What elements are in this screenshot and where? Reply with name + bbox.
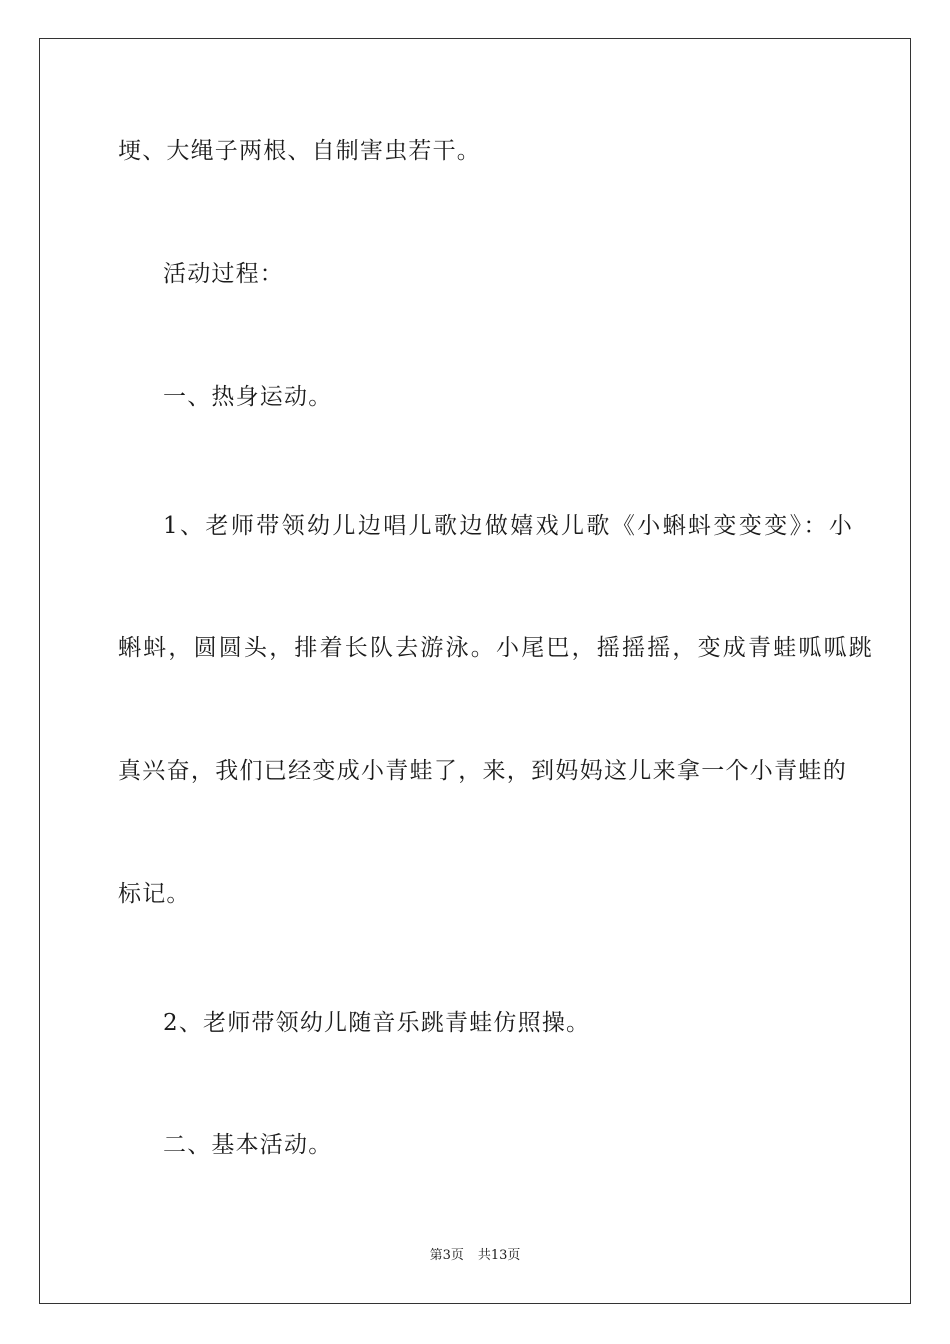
page-footer bbox=[0, 1248, 950, 1264]
text-line-4: 1、老师带领幼儿边唱儿歌边做嬉戏儿歌《小蝌蚪变变变》：小 bbox=[163, 513, 855, 539]
section-heading-process: 活动过程： bbox=[163, 261, 284, 287]
text-line-8: 2、老师带领幼儿随音乐跳青蛙仿照操。 bbox=[163, 1010, 591, 1036]
page-total: 共13页 bbox=[477, 1248, 521, 1263]
section-heading-warmup: 一、热身运动。 bbox=[163, 384, 333, 410]
page-frame bbox=[39, 38, 911, 1304]
page-number: 第3页 bbox=[429, 1248, 464, 1263]
text-line-5: 蝌蚪，圆圆头，排着长队去游泳。小尾巴，摇摇摇，变成青蛙呱呱跳 bbox=[118, 635, 874, 661]
text-line-7: 标记。 bbox=[118, 881, 191, 907]
section-heading-basic: 二、基本活动。 bbox=[163, 1132, 333, 1158]
text-line-1: 埂、大绳子两根、自制害虫若干。 bbox=[118, 138, 481, 164]
text-line-6: 真兴奋，我们已经变成小青蛙了，来，到妈妈这儿来拿一个小青蛙的 bbox=[118, 758, 847, 784]
